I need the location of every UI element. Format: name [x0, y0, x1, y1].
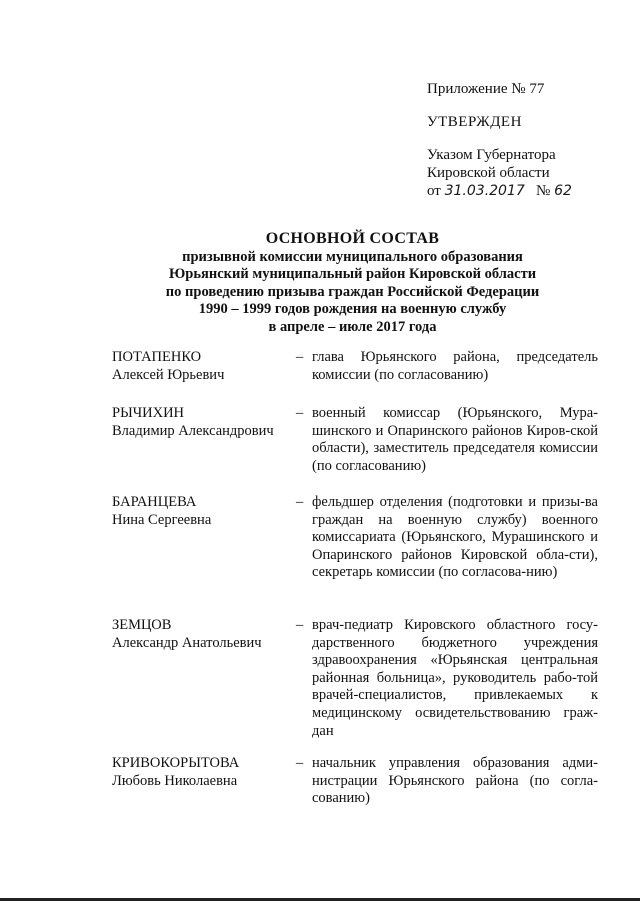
- member-dash: –: [296, 617, 304, 633]
- decree-number-prefix: №: [536, 183, 551, 199]
- member-surname: БАРАНЦЕВА: [112, 494, 197, 510]
- member-given-name: Александр Анатольевич: [112, 634, 262, 651]
- member-surname: РЫЧИХИН: [112, 405, 185, 421]
- member-surname: ПОТАПЕНКО: [112, 349, 202, 365]
- member-dash: –: [296, 494, 304, 510]
- appendix-label: Приложение № 77: [427, 81, 545, 97]
- member-dash: –: [296, 405, 304, 421]
- decree-number: 62: [554, 183, 572, 199]
- member-name: [112, 349, 292, 384]
- member-role: врач-педиатр Кировского областного госу-дарственного бюджетного учреждения здравоохранения «Юрьянская центральная районная больница», руководитель рабо-той врачей-специалистов, привлекаемых к медицинскому освидетельствованию граж-дан: [312, 617, 598, 739]
- title-line-1: призывной комиссии муниципального образования: [182, 249, 523, 265]
- member-given-name: Владимир Александрович: [112, 422, 274, 439]
- decree-date: 31.03.2017: [444, 183, 525, 199]
- member-name: [112, 617, 292, 652]
- member-name: [112, 405, 292, 440]
- member-dash: –: [296, 755, 304, 771]
- member-surname: ЗЕМЦОВ: [112, 617, 172, 633]
- member-name: [112, 494, 292, 529]
- bottom-scan-edge: [0, 898, 640, 901]
- decree-block: [427, 146, 572, 200]
- member-role: фельдшер отделения (подготовки и призы-ва граждан на военную службу) военного комиссариата (Юрьянского, Мурашинского и Опаринского районов Кировской обла-сти), секретарь комиссии (по согласова-нию): [312, 494, 598, 581]
- decree-line-3: [427, 182, 572, 200]
- member-surname: КРИВОКОРЫТОВА: [112, 755, 240, 771]
- decree-from-prefix: от: [427, 183, 441, 199]
- member-role: начальник управления образования адми-нистрации Юрьянского района (по согла-сованию): [312, 755, 598, 807]
- member-given-name: Нина Сергеевна: [112, 511, 212, 528]
- decree-line-1: Указом Губернатора: [427, 147, 556, 163]
- member-name: [112, 755, 292, 790]
- member-given-name: Алексей Юрьевич: [112, 366, 225, 383]
- title-line-4: 1990 – 1999 годов рождения на военную службу: [198, 301, 507, 318]
- member-role: глава Юрьянского района, председатель комиссии (по согласованию): [312, 349, 598, 383]
- member-given-name: Любовь Николаевна: [112, 772, 238, 789]
- document-title: [110, 229, 595, 336]
- title-line-3: по проведению призыва граждан Российской Федерации: [165, 283, 540, 300]
- title-main: ОСНОВНОЙ СОСТАВ: [265, 230, 440, 247]
- member-role: военный комиссар (Юрьянского, Мура-шинского и Опаринского районов Киров-ской области), заместитель председателя комиссии (по согласованию): [312, 405, 598, 474]
- title-line-2: Юрьянский муниципальный район Кировской области: [168, 266, 537, 283]
- title-line-5: в апреле – июле 2017 года: [268, 318, 437, 335]
- decree-line-2: Кировской области: [427, 165, 550, 181]
- approved-label: УТВЕРЖДЕН: [427, 114, 522, 130]
- member-dash: –: [296, 349, 304, 365]
